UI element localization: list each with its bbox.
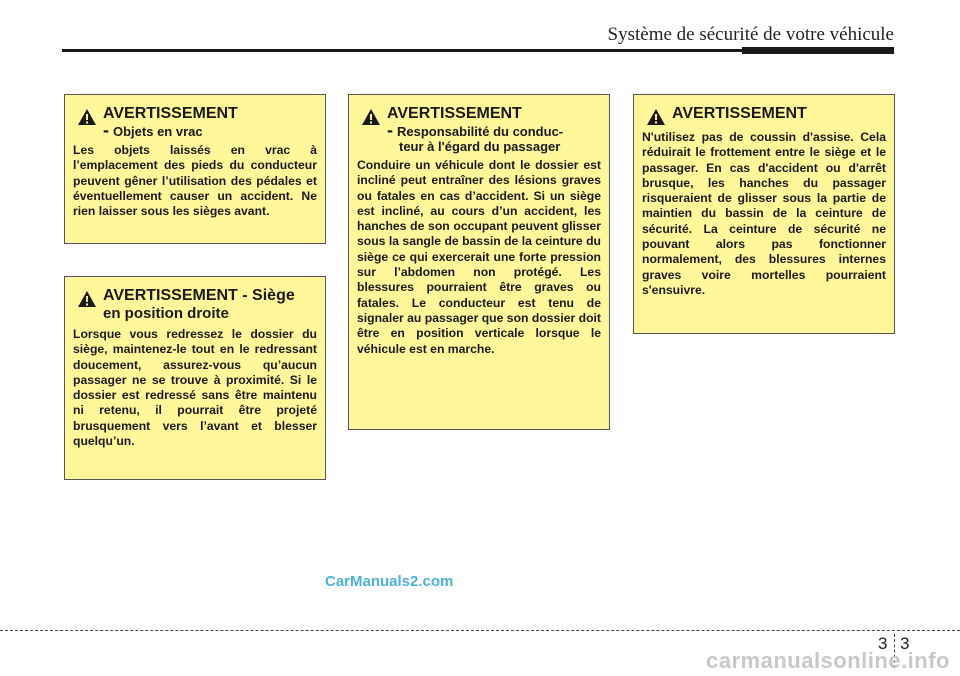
footer-rule: [0, 630, 960, 631]
warning-box-seat-upright: [64, 276, 326, 480]
warning-box-loose-objects: [64, 94, 326, 244]
warning-title: AVERTISSEMENT: [103, 105, 238, 122]
warning-body: Conduire un véhicule dont le dossier est incliné peut entraîner des lésions graves ou fatales en cas d’accident. Si un siège est incliné, au cours d’un accident, les hanches de son occupant peuvent glisser sous la sangle de bassin de la ceinture du siège ce qui exercerait une forte pression sur l’abdomen non protégé. Les blessures pourraient être graves ou fatales. Le conducteur est tenu de signaler au passager que son dossier doit être en position verticale lorsque le véhicule est en marche.: [357, 158, 601, 356]
warning-triangle-icon: [361, 108, 381, 126]
warning-triangle-icon: [77, 290, 97, 308]
watermark-link[interactable]: CarManuals2.com: [325, 573, 454, 590]
warning-subtitle-cont: teur à l'égard du passager: [399, 139, 561, 154]
warning-subtitle: en position droite: [103, 305, 229, 322]
warning-body: N'utilisez pas de coussin d'assise. Cela réduirait le frottement entre le siège et le passager. En cas d'accident ou d'arrêt brusque, les hanches du passager risqueraient de glisser sous la partie de maintien du bassin de la ceinture de sécurité. La ceinture de sécurité ne pouvant alors pas fonctionner normalement, des blessures internes graves voire mortelles pourraient s'ensuivre.: [642, 130, 886, 297]
page-number: 3: [900, 634, 910, 653]
warning-title: AVERTISSEMENT - Siège: [103, 287, 295, 304]
warning-triangle-icon: [77, 108, 97, 126]
warning-box-seat-cushion: [633, 94, 895, 334]
warning-subtitle: - Responsabilité du conduc-: [387, 120, 564, 140]
warning-body: Lorsque vous redressez le dossier du siège, maintenez-le tout en le redressant doucement, assurez-vous qu’aucun passager ne se trouve à proximité. Si le dossier est redressé sans être maintenu ni retenu, il pourrait être projeté brusquement vers l’avant et blesser quelqu’un.: [73, 327, 317, 449]
site-watermark: carmanualsonline.info: [706, 648, 950, 673]
warning-title: AVERTISSEMENT: [672, 105, 807, 122]
page-header-title: Système de sécurité de votre véhicule: [607, 24, 894, 45]
warning-body: Les objets laissés en vrac à l’emplacement des pieds du conducteur peuvent gêner l’utilisation des pédales et éventuellement causer un accident. Ne rien laisser sous les sièges avant.: [73, 143, 317, 219]
chapter-number: 3: [878, 634, 888, 653]
warning-subtitle: - Objets en vrac: [103, 120, 203, 140]
header-rule-thick: [742, 47, 894, 54]
warning-box-driver-responsibility: [348, 94, 610, 430]
warning-title: AVERTISSEMENT: [387, 105, 522, 122]
warning-triangle-icon: [646, 108, 666, 126]
